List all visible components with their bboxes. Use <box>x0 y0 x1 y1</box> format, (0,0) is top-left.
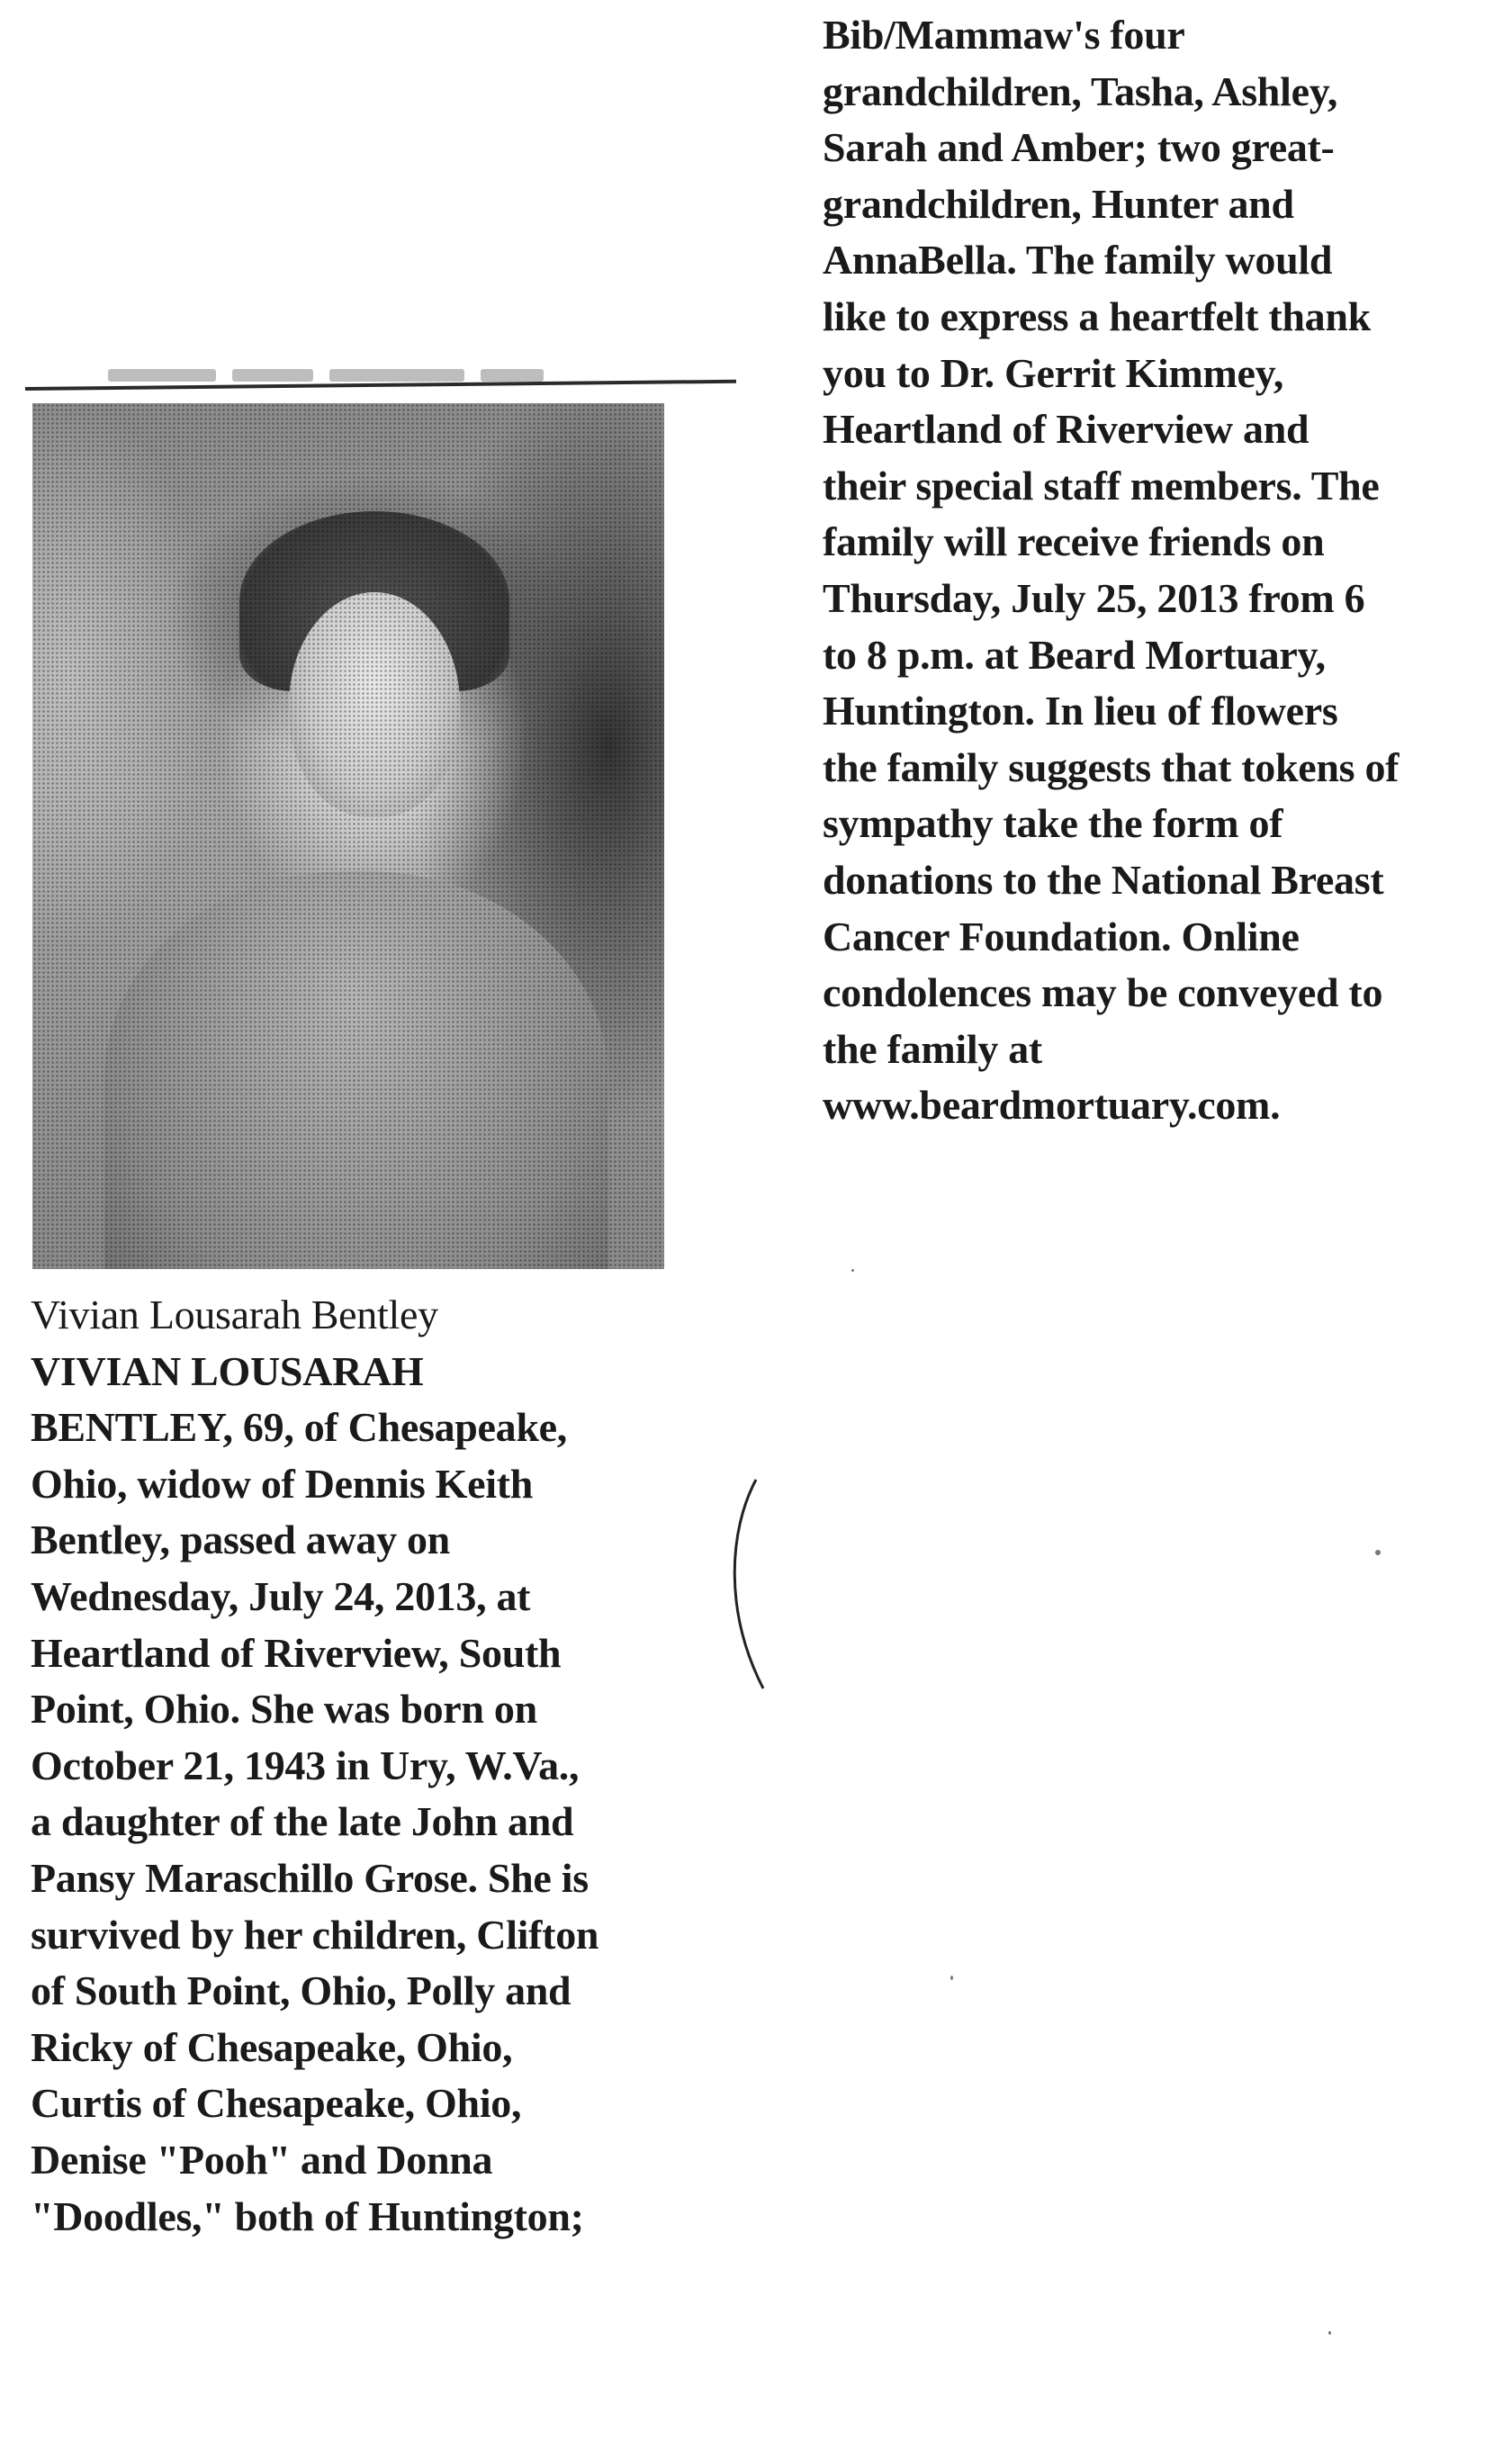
photo-subject-hair <box>239 511 509 691</box>
obituary-right-column: Bib/Mammaw's four grandchildren, Tasha, Ashley, Sarah and Amber; two great- grandchildren, Hunter and AnnaBella. The family would like to express a heartfelt thank you to Dr. Gerrit Kimmey, Heartland of Riverview and their special staff members. The family will receive friends on Thursday, July 25, 2013 from 6 to 8 p.m. at Beard Mortuary, Huntington. In lieu of flowers the family suggests that tokens of sympathy take the form of donations to the National Breast Cancer Foundation. Online condolences may be conveyed to the family at www.beardmortuary.com. <box>823 12 1400 1129</box>
obituary-left-body: VIVIAN LOUSARAH BENTLEY, 69, of Chesapeake, Ohio, widow of Dennis Keith Bentley, passed away on Wednesday, July 24, 2013, at Heartland of Riverview, South Point, Ohio. She was born on October 21, 1943 in Ury, W.Va., a daughter of the late John and Pansy Maraschillo Grose. She is survived by her children, Clifton of South Point, Ohio, Polly and Ricky of Chesapeake, Ohio, Curtis of Chesapeake, Ohio, Denise "Pooh" and Donna "Doodles," both of Huntington; <box>31 1347 599 2239</box>
pen-bracket-mark <box>720 1476 774 1692</box>
obituary-photo <box>32 403 664 1269</box>
scan-speck <box>1375 1550 1381 1555</box>
obituary-left-column <box>31 1287 715 2245</box>
scan-speck <box>950 1976 953 1980</box>
photo-subject-face <box>289 592 460 817</box>
scan-speck <box>1328 2331 1331 2335</box>
photo-subject-body <box>104 871 608 1269</box>
scan-speck <box>851 1269 854 1272</box>
obituary-name-heading: Vivian Lousarah Bentley <box>31 1292 438 1337</box>
